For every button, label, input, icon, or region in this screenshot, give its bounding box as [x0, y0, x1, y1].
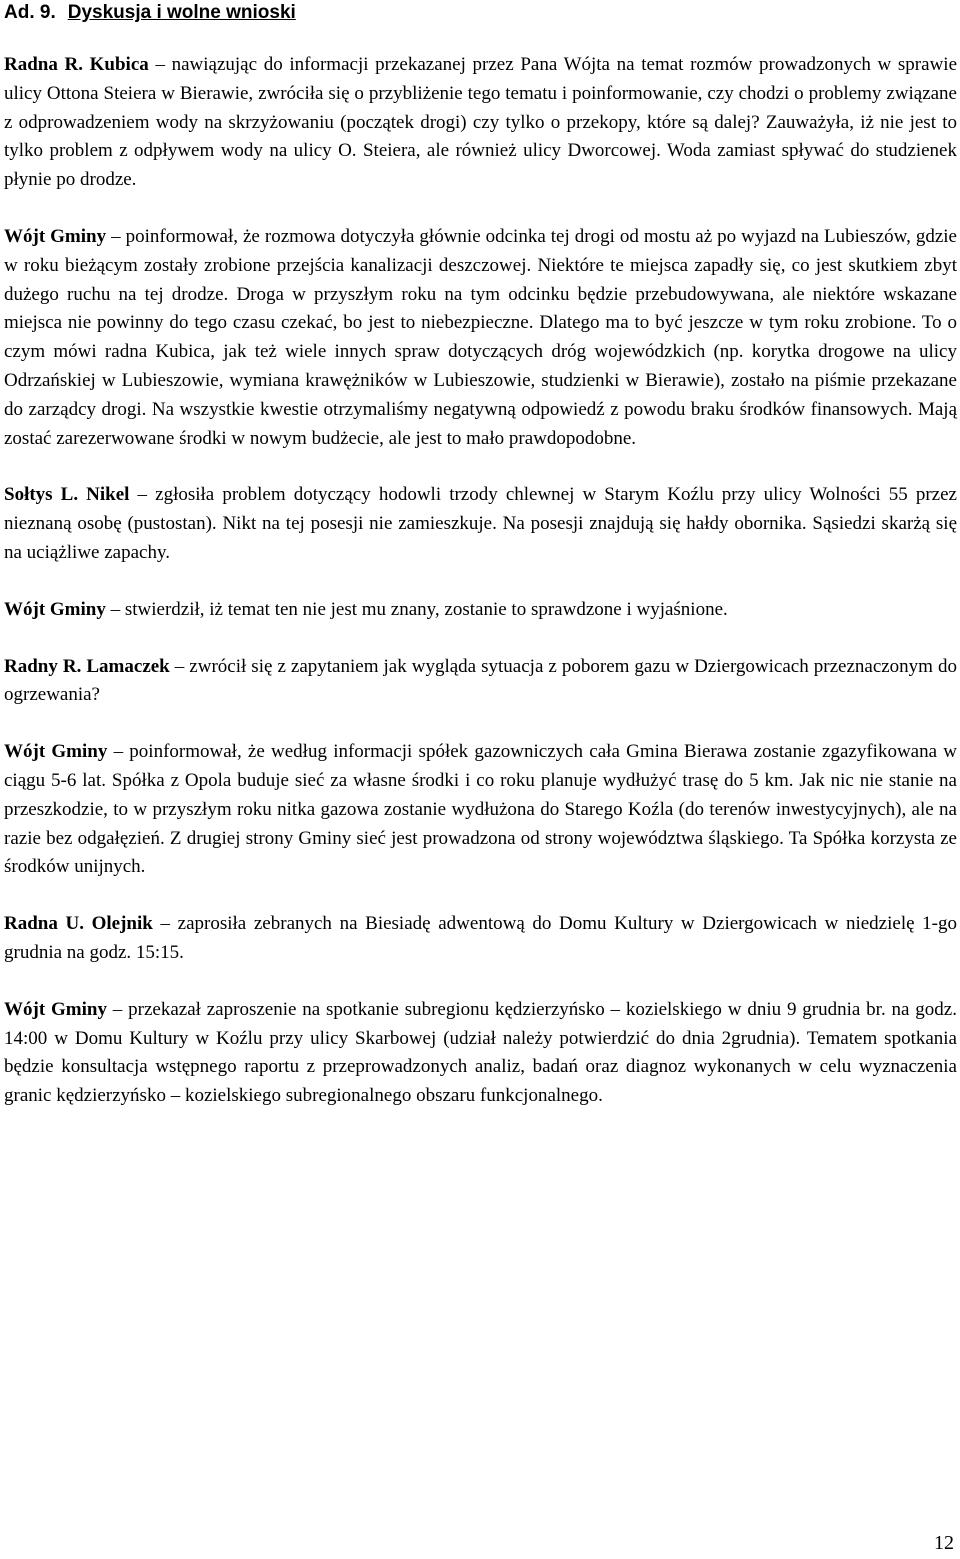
paragraph-text: – poinformował, że według informacji spółek gazowniczych cała Gmina Bierawa zostanie zgazyfikowana w ciągu 5-6 lat. Spółka z Opola buduje sieć za własne środki i co roku planuje wydłużyć trasę do 5 km. Jak nic nie stanie na przeszkodzie, to w przyszłym roku nitka gazowa zostanie wydłużona do Starego Koźla (do terenów inwestycyjnych), ale na razie bez odgałęzień. Z drugiej strony Gminy sieć jest prowadzona od strony województwa śląskiego. Ta Spółka korzysta ze środków unijnych. — [4, 741, 958, 878]
paragraph-nikel — [4, 481, 957, 567]
paragraph-text: – zwrócił się z zapytaniem jak wygląda sytuacja z poborem gazu w Dziergowicach przeznaczonym do ogrzewania? — [4, 655, 957, 706]
paragraph-lamaczek — [4, 653, 957, 711]
speaker-name: Wójt Gminy — [4, 998, 107, 1020]
paragraph-text: – stwierdził, iż temat ten nie jest mu znany, zostanie to sprawdzone i wyjaśnione. — [105, 598, 728, 620]
paragraph-wojt-3 — [4, 738, 957, 882]
paragraph-olejnik — [4, 910, 957, 968]
speaker-name: Wójt Gminy — [4, 225, 107, 247]
paragraph-kubica — [4, 51, 957, 195]
section-heading — [4, 0, 957, 26]
paragraph-text: – przekazał zaproszenie na spotkanie subregionu kędzierzyńsko – kozielskiego w dniu 9 grudnia br. na godz. 14:00 w Domu Kultury w Koźlu przy ulicy Skarbowej (udział należy potwierdzić do dnia 2grudnia). Tematem spotkania będzie konsultacja wstępnego raportu z przeprowadzonych analiz, badań oraz diagnoz wykonanych w celu wyznaczenia granic kędzierzyńsko – kozielskiego subregionalnego obszaru funkcjonalnego. — [4, 998, 957, 1107]
speaker-name: Wójt Gminy — [4, 598, 106, 620]
section-title: Dyskusja i wolne wnioski — [67, 2, 296, 23]
paragraph-text: – zgłosiła problem dotyczący hodowli trzody chlewnej w Starym Koźlu przy ulicy Wolności 55 przez nieznaną osobę (pustostan). Nikt na tej posesji nie zamieszkuje. Na posesji znajdują się hałdy obornika. Sąsiedzi skarżą się na uciążliwe zapachy. — [4, 484, 957, 563]
speaker-name: Wójt Gminy — [4, 741, 108, 763]
paragraph-wojt-4 — [4, 996, 957, 1111]
document-page — [4, 0, 957, 1111]
speaker-name: Radna U. Olejnik — [4, 913, 153, 935]
paragraph-text: – nawiązując do informacji przekazanej przez Pana Wójta na temat rozmów prowadzonych w sprawie ulicy Ottona Steiera w Bierawie, zwróciła się o przybliżenie tego tematu i poinformowanie, czy chodzi o problemy związane z odprowadzeniem wody na skrzyżowaniu (początek drogi) czy tylko o przekopy, które są dalej? Zauważyła, iż nie jest to tylko problem z odpływem wody na ulicy O. Steiera, ale również ulicy Dworcowej. Woda zamiast spływać do studzienek płynie po drodze. — [4, 54, 958, 191]
paragraph-text: – poinformował, że rozmowa dotyczyła głównie odcinka tej drogi od mostu aż po wyjazd na Lubieszów, gdzie w roku bieżącym zostały zrobione przejścia kanalizacji deszczowej. Niektóre te miejsca zapadły się, co jest skutkiem zbyt dużego ruchu na tej drodze. Droga w przyszłym roku na tym odcinku będzie przebudowywana, ale niektóre wskazane miejsca nie powinny do tego czasu czekać, bo jest to niebezpieczne. Dlatego ma to być jeszcze w tym roku zrobione. To o czym mówi radna Kubica, jak też wiele innych spraw dotyczących dróg wojewódzkich (np. korytka drogowe na ulicy Odrzańskiej w Lubieszowie, wymiana krawężników w Lubieszowie, studzienki w Bierawie), zostało na piśmie przekazane do zarządcy drogi. Na wszystkie kwestie otrzymaliśmy negatywną odpowiedź z powodu braku środków finansowych. Mają zostać zarezerwowane środki w nowym budżecie, ale jest to mało prawdopodobne. — [4, 225, 957, 449]
speaker-name: Radny R. Lamaczek — [4, 655, 170, 677]
speaker-name: Radna R. Kubica — [4, 54, 149, 75]
paragraph-wojt-2 — [4, 596, 957, 625]
section-number: Ad. 9. — [4, 2, 56, 23]
speaker-name: Sołtys L. Nikel — [4, 484, 130, 506]
paragraph-wojt-1 — [4, 223, 957, 453]
page-number: 12 — [934, 1532, 954, 1554]
paragraph-text: – zaprosiła zebranych na Biesiadę adwentową do Domu Kultury w Dziergowicach w niedzielę 1-go grudnia na godz. 15:15. — [4, 913, 958, 963]
